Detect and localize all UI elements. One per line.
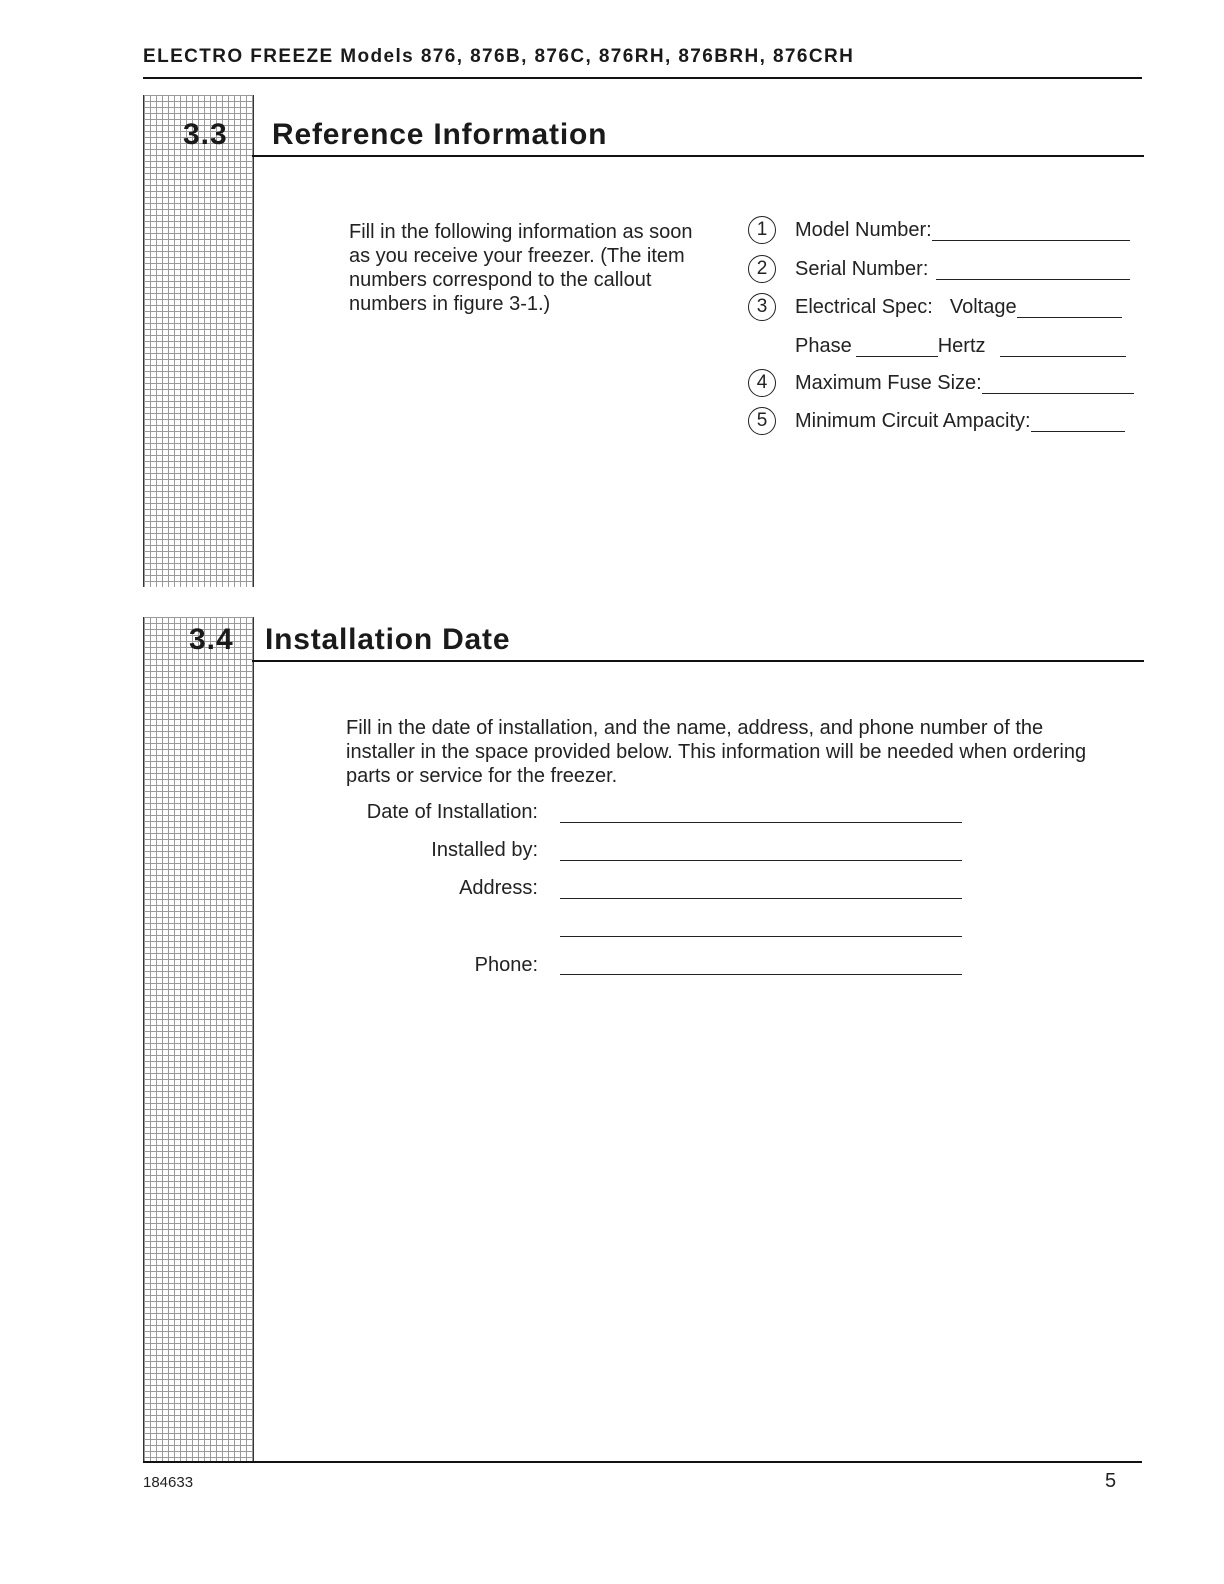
- callout-electrical-spec: [748, 291, 1122, 323]
- voltage-blank[interactable]: [1017, 297, 1122, 318]
- installation-instructions: [346, 716, 1136, 788]
- minimum-circuit-ampacity-label: Minimum Circuit Ampacity:: [795, 409, 1031, 432]
- grid-margin-bar-section-3-3: [143, 95, 254, 587]
- section-number-3-3: 3.3: [183, 118, 228, 151]
- running-header: ELECTRO FREEZE Models 876, 876B, 876C, 876RH, 876BRH, 876CRH: [143, 46, 855, 67]
- section-3-4-rule: [252, 660, 1144, 662]
- document-number: 184633: [143, 1474, 194, 1491]
- hertz-label: Hertz: [937, 334, 986, 357]
- date-of-installation-row: [300, 801, 538, 829]
- phase-label: Phase: [795, 334, 852, 357]
- section-3-3-rule: [252, 155, 1144, 157]
- serial-number-blank[interactable]: [936, 259, 1130, 280]
- callout-number-badge: 5: [748, 407, 776, 435]
- callout-number-badge: 2: [748, 255, 776, 283]
- page-number: 5: [1105, 1470, 1117, 1492]
- maximum-fuse-size-blank[interactable]: [982, 373, 1134, 394]
- installed-by-label: Installed by:: [431, 839, 538, 861]
- electrical-spec-label: Electrical Spec:: [795, 295, 933, 318]
- paragraph-line: Fill in the following information as soon: [349, 221, 693, 243]
- paragraph-line: installer in the space provided below. This information will be needed when ordering: [346, 741, 1087, 763]
- address-label: Address:: [459, 877, 538, 899]
- paragraph-line: as you receive your freezer. (The item: [349, 245, 685, 267]
- address-field-line-1[interactable]: [560, 898, 962, 899]
- section-number-3-4: 3.4: [189, 623, 234, 656]
- callout-serial-number: [748, 253, 1130, 285]
- address-field-line-2[interactable]: [560, 936, 962, 937]
- grid-margin-bar-section-3-4: [143, 617, 254, 1462]
- callout-minimum-circuit-ampacity: [748, 405, 1125, 437]
- phone-row: [300, 954, 538, 982]
- paragraph-line: Fill in the date of installation, and the name, address, and phone number of the: [346, 717, 1044, 739]
- serial-number-label: Serial Number:: [795, 257, 929, 280]
- callout-model-number: [748, 214, 1130, 246]
- callout-maximum-fuse-size: [748, 367, 1134, 399]
- model-number-blank[interactable]: [932, 220, 1130, 241]
- phone-label: Phone:: [474, 954, 538, 976]
- footer-divider: [143, 1461, 1142, 1463]
- reference-instructions: [349, 220, 729, 316]
- section-title-installation-date: Installation Date: [265, 623, 511, 656]
- header-divider: [143, 77, 1142, 79]
- minimum-circuit-ampacity-blank[interactable]: [1031, 411, 1125, 432]
- paragraph-line: numbers correspond to the callout: [349, 269, 652, 291]
- model-number-label: Model Number:: [795, 218, 932, 241]
- paragraph-line: parts or service for the freezer.: [346, 765, 618, 787]
- installed-by-field[interactable]: [560, 860, 962, 861]
- paragraph-line: numbers in figure 3-1.): [349, 293, 551, 315]
- section-title-reference-information: Reference Information: [272, 118, 608, 151]
- installed-by-row: [300, 839, 538, 867]
- date-of-installation-label: Date of Installation:: [366, 801, 538, 823]
- phone-field[interactable]: [560, 974, 962, 975]
- voltage-label: Voltage: [949, 295, 1017, 318]
- callout-phase-hertz: [795, 330, 1126, 362]
- callout-number-badge: 4: [748, 369, 776, 397]
- callout-number-badge: 1: [748, 216, 776, 244]
- callout-number-badge: 3: [748, 293, 776, 321]
- hertz-blank[interactable]: [1000, 336, 1126, 357]
- maximum-fuse-size-label: Maximum Fuse Size:: [795, 371, 982, 394]
- phase-blank[interactable]: [856, 336, 938, 357]
- address-row: [300, 877, 538, 905]
- date-of-installation-field[interactable]: [560, 822, 962, 823]
